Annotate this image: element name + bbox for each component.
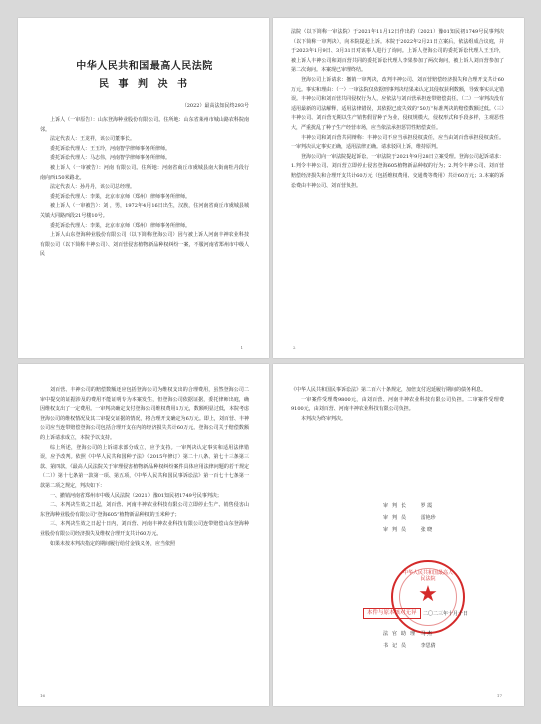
verification-stamp: 本件与原本核对无异 <box>363 608 421 619</box>
seal-star-icon: ★ <box>418 582 438 607</box>
verdict-item: 一、撤销河南省郑州市中级人民法院（2021）豫01知民初1749号民事判决； <box>50 492 222 499</box>
court-seal-icon <box>391 560 465 634</box>
party-paragraph: 委托诉讼代理人：王玉玲，河南智学律师事务所律师。 <box>50 145 171 152</box>
document-type: 民 事 判 决 书 <box>99 79 190 90</box>
signature-clerk: 书记员 李思倩 <box>383 643 436 649</box>
judgment-page-1 <box>18 18 269 358</box>
body-paragraph: 法院（以下简称一审法院）于2021年11月12日作出的（2021）豫01知民初1749号民事判决（以下简称一审判决），向本院提起上诉。本院于2022年2月21日立案后，依法组成合议庭，并于2023年1月9日、3月31日对该事人进行了询问。上诉人登海公司的委托诉讼代理人王玉玲，被上诉人丰神公司和刘百营共同的委托诉讼代理人李果参加了两次询问，被上诉人刘百营参加了第二次询问。本案现已审理终结。 <box>291 29 504 74</box>
body-paragraph: 如果未按本判决指定的期间履行给付金钱义务，应当依照 <box>50 540 176 547</box>
page-number: 2 <box>293 345 296 350</box>
final-judgment-note: 本判决为终审判决。 <box>301 415 347 422</box>
case-number: （2022）最高法知民终293号 <box>181 103 249 109</box>
court-name: 中华人民共和国最高人民法院 <box>76 61 213 72</box>
party-paragraph: 委托诉讼代理人：李果，北京市京师（郑州）律师事务所律师。 <box>50 193 191 200</box>
signature-judge: 审判员 张 晓 <box>383 527 433 533</box>
claims-paragraph: 登海公司向一审法院提起诉讼，一审法院于2021年9月28日立案受理。登海公司起诉请求：1.判令丰神公司、刘百营立即停止侵害登海605植物新品种权的行为；2.判令丰神公司、刘百营赔偿经济损失和合理开支共计60万元（包括维权费用、交通费等费用）共计60万元；3.本案的诉讼费由丰神公司、刘百营负担。 <box>291 153 504 189</box>
party-paragraph: 被上诉人（一审被告）：刘 ，男，1972年4月16日出生，汉族，住河南省商丘市虞城县城关镇大同路西段21号楼10号。 <box>40 203 249 219</box>
appeal-request-paragraph: 登海公司上诉请求：撤销一审判决，改判丰神公司、刘百营赔偿经济损失和合理开支共计60万元。事实和理由：（一）一审法院仅依据刑事判决结果来认定其侵权获利数额，导致事实认定错误。丰神公司和刘百营共同侵权行为人，应依法与刘百营承担连带赔偿责任。（二）一审判决没有适用最新的司法解释，适用法律错误，其依据已废失效的“50万”标准判决的赔偿数额过低。（三）丰神公司、刘百营无期以生产销售假冒种子为业，侵权规模大，侵权形式和手段多样，主观恶性大，严重扰乱了种子生产经营市场，应当依法承担惩罚性赔偿责任。 <box>291 76 504 131</box>
page-number: 17 <box>496 693 502 698</box>
party-paragraph: 委托诉讼代理人：马志伟，河南智学律师事务所律师。 <box>50 155 171 162</box>
conclusion-paragraph: 综上所述，登海公司的上诉请求部分成立，应予支持。一审判决认定事实和适用法律错误，应予改判。依照《中华人民共和国种子法》（2015年修订）第二十八条、第七十三条第三款、第四款，《最高人民法院关于审理侵害植物新品种权纠纷案件具体应用法律问题的若干规定（二）》第十七条第一款第一项、第五项，《中华人民共和国民事诉讼法》第一百七十七条第一款第二项之规定，判决如下： <box>40 444 249 489</box>
judgment-page-17 <box>273 364 524 706</box>
judgment-page-2 <box>273 18 524 358</box>
reasoning-paragraph: 刘百营、丰神公司的赔偿数额还应包括登海公司为维权支出的合理费用，虽然登海公司二审中提交的证据涉及的费用不能证明专为本案发生，但登海公司依据证据，委托律师出庭，确因维权支出了一定费用。一审判决确定支付登海公司维权费用1万元，数额明显过低，本院考虑登海公司的维权情况及其二审提交证据的情况，将合理开支确定为6万元。即上，刘百营、丰神公司应当连带赔偿登海公司包括合理开支在内的经济损失共计60万元。登海公司关于赔偿数额的上诉请求成立，本院予以支持。 <box>40 387 249 441</box>
party-paragraph: 上诉人（一审原告）：山东登海种业股份有限公司。住所地：山东省莱州市城山路农科院南邻。 <box>40 117 249 133</box>
verdict-item: 三、本判决生效之日起十日内，刘百营、河南丰神农业科技有限公司连带赔偿山东登海种业股份有限公司经济损失及维权合理开支共计60万元。 <box>40 521 249 537</box>
party-paragraph: 法定代表人：孙丹丹，该公司总经理。 <box>50 184 136 191</box>
seal-text: 中华人民共和国最高人民法院 <box>402 570 453 582</box>
party-paragraph: 委托诉讼代理人：李果，北京市京师（郑州）律师事务所律师。 <box>50 222 191 229</box>
body-paragraph: 《中华人民共和国民事诉讼法》第二百六十条规定，加倍支付迟延履行期间的债务利息。 <box>291 387 487 393</box>
signature-judge: 审判员 雷艳珍 <box>383 515 436 521</box>
signature-presiding-judge: 审判长 罗 霞 <box>383 503 433 509</box>
party-paragraph: 被上诉人（一审被告）：河南 有限公司。住所地：河南省商丘市虞城县南大街南牡丹段行南向西150米路北。 <box>40 164 249 181</box>
page-number: 1 <box>240 345 243 350</box>
page-number: 16 <box>40 693 46 698</box>
verdict-item: 二、本判决生效之日起，刘百营、河南丰神农业科技有限公司立即停止生产、销售侵害山东登海种业股份有限公司“登海605”植物新品种权的玉米种子； <box>40 502 249 518</box>
defense-paragraph: 丰神公司和刘百营共同辩称：丰神公司不应当承担侵权责任，应当由刘百营承担侵权责任。一审判决认定事实正确，适用法律正确。请求驳回上诉，维持原判。 <box>291 134 504 151</box>
fee-paragraph: 一审案件受理费9800元，由刘百营、河南丰神农业科技有限公司负担。二审案件受理费9100元，由刘百营、河南丰神农业科技有限公司负担。 <box>291 396 504 413</box>
judgment-page-16 <box>18 364 269 706</box>
signature-judge-assistant: 法官助理 马 杰 <box>383 631 433 637</box>
case-intro-paragraph: 上诉人山东登海种业股份有限公司（以下简称登海公司）因与被上诉人河南丰神农业科技有限公司（以下简称丰神公司）、刘百营侵害植物新品种权纠纷一案，不服河南省郑州市中级人民 <box>40 232 249 258</box>
party-paragraph: 法定代表人：王龙祥，该公司董事长。 <box>50 136 136 143</box>
judgment-date: 二〇二三年十月十日 <box>423 611 469 617</box>
